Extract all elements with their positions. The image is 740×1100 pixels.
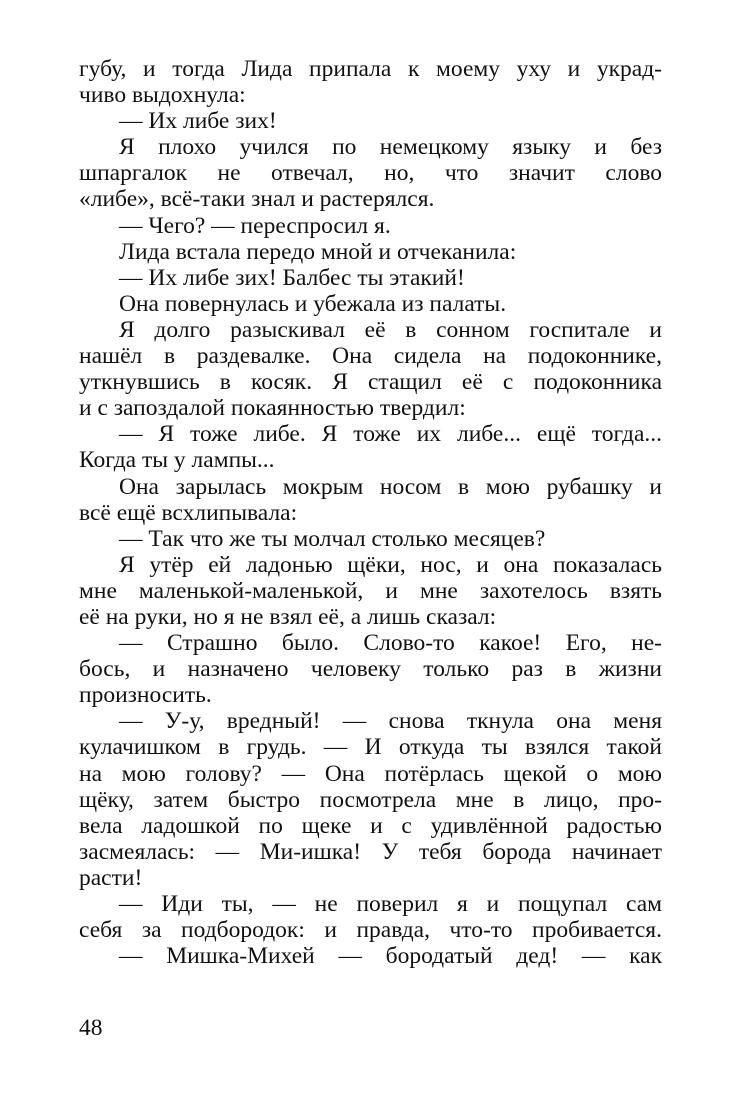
text-line: — Я тоже либе. Я тоже их либе... ещё тогда... bbox=[119, 421, 662, 448]
text-line: — Их либе зих! Балбес ты этакий! bbox=[119, 264, 465, 291]
text-line: губу, и тогда Лида припала к моему уху и украд- bbox=[79, 56, 662, 82]
text-line: всё ещё всхлипывала: bbox=[79, 499, 298, 526]
text-line: — Чего? — переспросил я. bbox=[119, 212, 391, 239]
text-line: расти! bbox=[79, 864, 143, 891]
page-number: 48 bbox=[79, 1015, 103, 1041]
text-line: Она зарылась мокрым носом в мою рубашку и bbox=[119, 473, 662, 500]
text-line: уткнувшись в косяк. Я стащил её с подоконника bbox=[79, 369, 662, 396]
text-line: и с запоздалой покаянностью твердил: bbox=[79, 395, 466, 422]
text-line: на мою голову? — Она потёрлась щекой о мою bbox=[79, 760, 662, 787]
text-line: — Страшно было. Слово-то какое! Его, не- bbox=[119, 630, 662, 657]
text-line: её на руки, но я не взял её, а лишь сказал: bbox=[79, 603, 497, 630]
text-line: — Иди ты, — не поверил я и пощупал сам bbox=[119, 891, 662, 917]
text-line: чиво выдохнула: bbox=[79, 82, 246, 109]
text-line: Я долго разыскивал её в сонном госпитале и bbox=[119, 316, 662, 343]
text-line: вела ладошкой по щеке и с удивлённой радостью bbox=[79, 812, 662, 839]
text-line: Я утёр ей ладонью щёки, нос, и она показалась bbox=[119, 551, 662, 578]
text-line: Она повернулась и убежала из палаты. bbox=[119, 290, 507, 317]
text-line: «либе», всё-таки знал и растерялся. bbox=[79, 186, 435, 213]
text-line: кулачишком в грудь. — И откуда ты взялся такой bbox=[79, 734, 662, 761]
page-body-text bbox=[79, 56, 662, 969]
text-line: Я плохо учился по немецкому языку и без bbox=[119, 134, 662, 161]
text-line: бось, и назначено человеку только раз в жизни bbox=[79, 656, 662, 683]
text-line: — У-у, вредный! — снова ткнула она меня bbox=[119, 708, 662, 735]
text-line: — Мишка-Михей — бородатый дед! — как bbox=[119, 943, 662, 970]
text-line: шпаргалок не отвечал, но, что значит слово bbox=[79, 160, 662, 187]
text-line: щёку, затем быстро посмотрела мне в лицо, про- bbox=[79, 786, 662, 813]
text-line: Лида встала передо мной и отчеканила: bbox=[119, 238, 517, 265]
text-line: засмеялась: — Ми-ишка! У тебя борода начинает bbox=[79, 838, 662, 865]
text-line: себя за подбородок: и правда, что-то пробивается. bbox=[79, 917, 662, 944]
text-line: — Так что же ты молчал столько месяцев? bbox=[119, 525, 546, 552]
text-line: мне маленькой-маленькой, и мне захотелось взять bbox=[79, 577, 662, 604]
text-line: произносить. bbox=[79, 682, 212, 709]
text-line: нашёл в раздевалке. Она сидела на подоконнике, bbox=[79, 343, 662, 370]
text-line: Когда ты у лампы... bbox=[79, 447, 275, 474]
text-line: — Их либе зих! bbox=[119, 108, 277, 135]
